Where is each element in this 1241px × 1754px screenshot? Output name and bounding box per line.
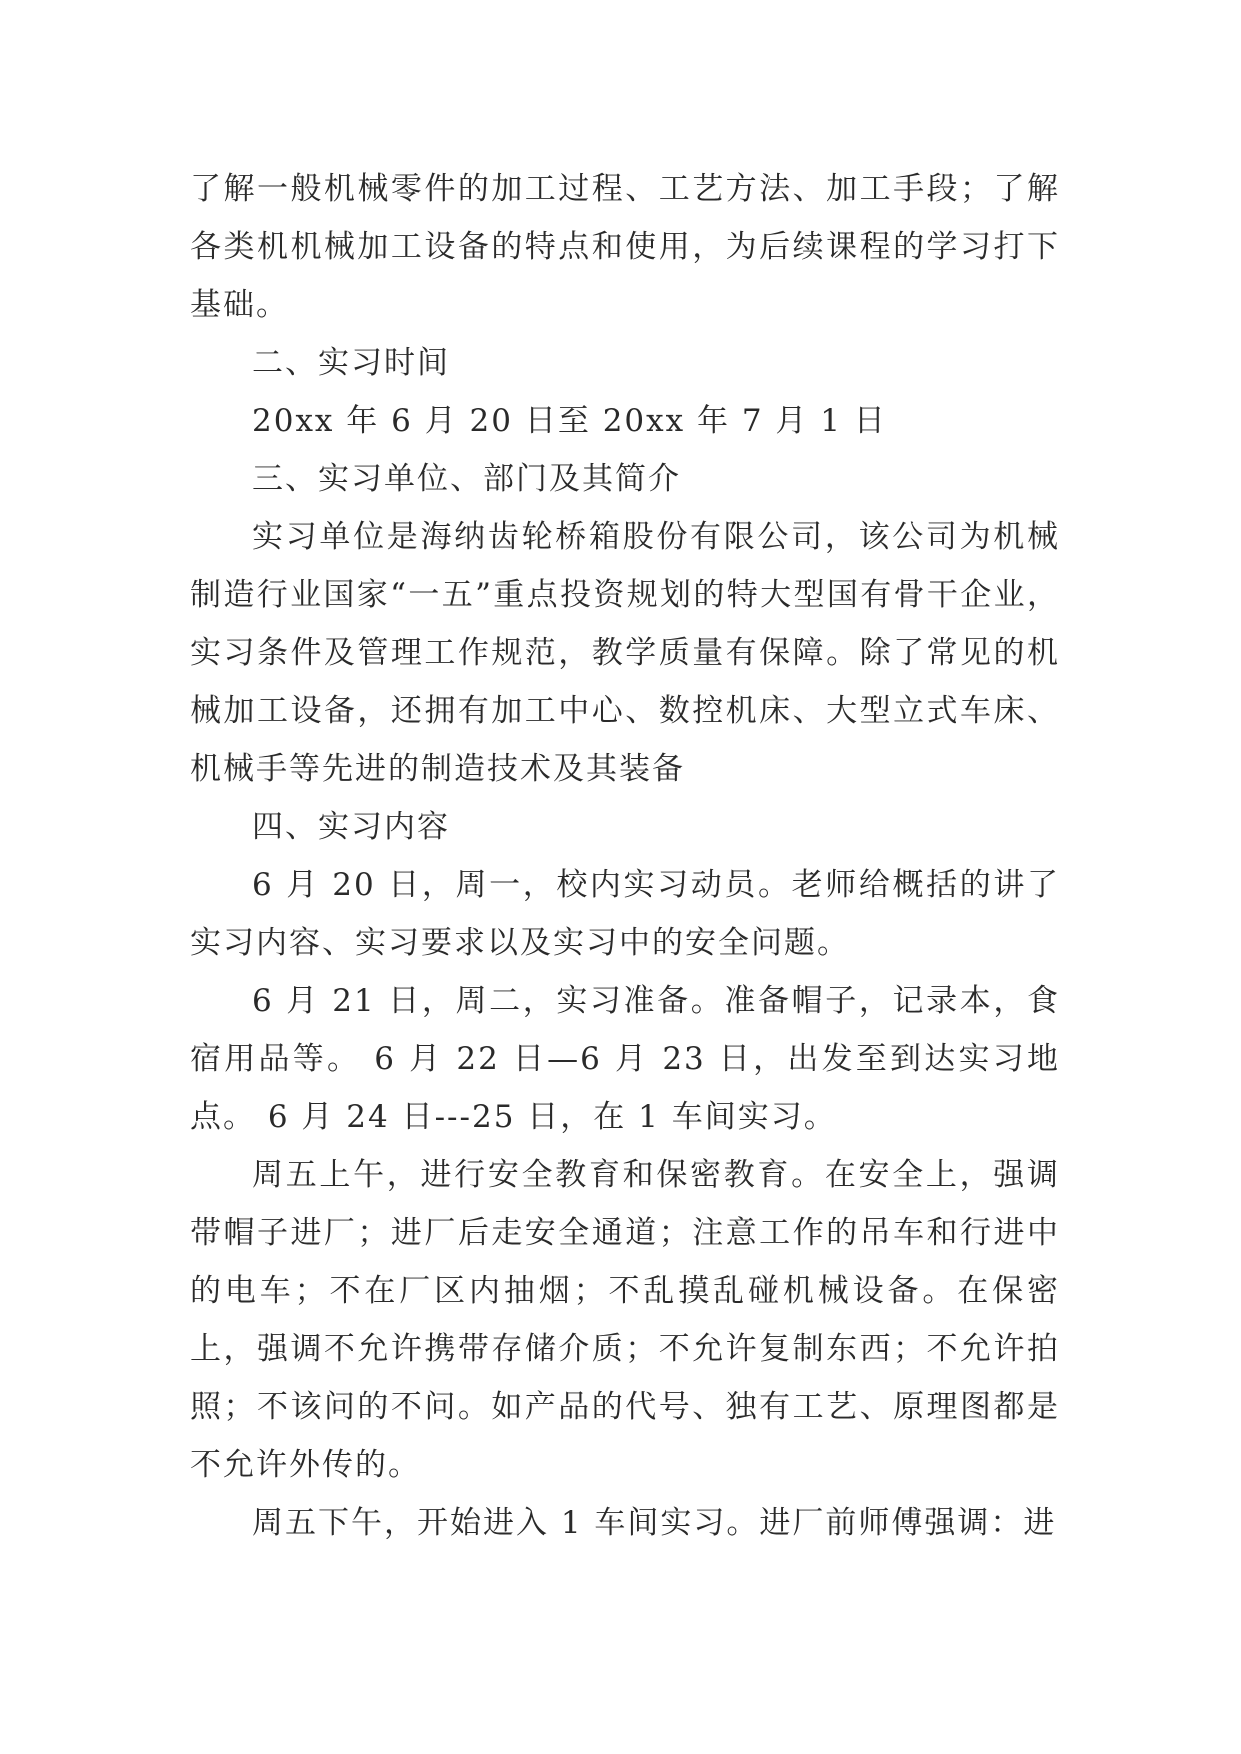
paragraph-june-20: 6 月 20 日，周一，校内实习动员。老师给概括的讲了实习内容、实习要求以及实习中的安全问题。 bbox=[190, 867, 1060, 961]
heading-internship-content: 四、实习内容 bbox=[252, 809, 450, 845]
heading-internship-unit: 三、实习单位、部门及其简介 bbox=[252, 461, 681, 497]
paragraph-friday-afternoon: 周五下午，开始进入 1 车间实习。进厂前师傅强调：进 bbox=[252, 1505, 1057, 1541]
paragraph-june-21: 6 月 21 日，周二，实习准备。准备帽子，记录本，食宿用品等。 6 月 22 日—6 月 23 日，出发至到达实习地点。 6 月 24 日---25 日，在 1 车间实习。 bbox=[190, 983, 1060, 1135]
heading-internship-time: 二、实习时间 bbox=[252, 345, 450, 381]
paragraph-company-intro: 实习单位是海纳齿轮桥箱股份有限公司，该公司为机械制造行业国家“一五”重点投资规划的特大型国有骨干企业，实习条件及管理工作规范，教学质量有保障。除了常见的机械加工设备，还拥有加工中心、数控机床、大型立式车床、机械手等先进的制造技术及其装备 bbox=[190, 519, 1060, 787]
paragraph-internship-dates: 20xx 年 6 月 20 日至 20xx 年 7 月 1 日 bbox=[252, 403, 887, 439]
document-body bbox=[190, 160, 1060, 1552]
paragraph-objectives: 了解一般机械零件的加工过程、工艺方法、加工手段；了解各类机机械加工设备的特点和使用，为后续课程的学习打下基础。 bbox=[190, 171, 1060, 323]
paragraph-friday-morning: 周五上午，进行安全教育和保密教育。在安全上，强调带帽子进厂；进厂后走安全通道；注意工作的吊车和行进中的电车；不在厂区内抽烟；不乱摸乱碰机械设备。在保密上，强调不允许携带存储介质；不允许复制东西；不允许拍照；不该问的不问。如产品的代号、独有工艺、原理图都是不允许外传的。 bbox=[190, 1157, 1060, 1483]
